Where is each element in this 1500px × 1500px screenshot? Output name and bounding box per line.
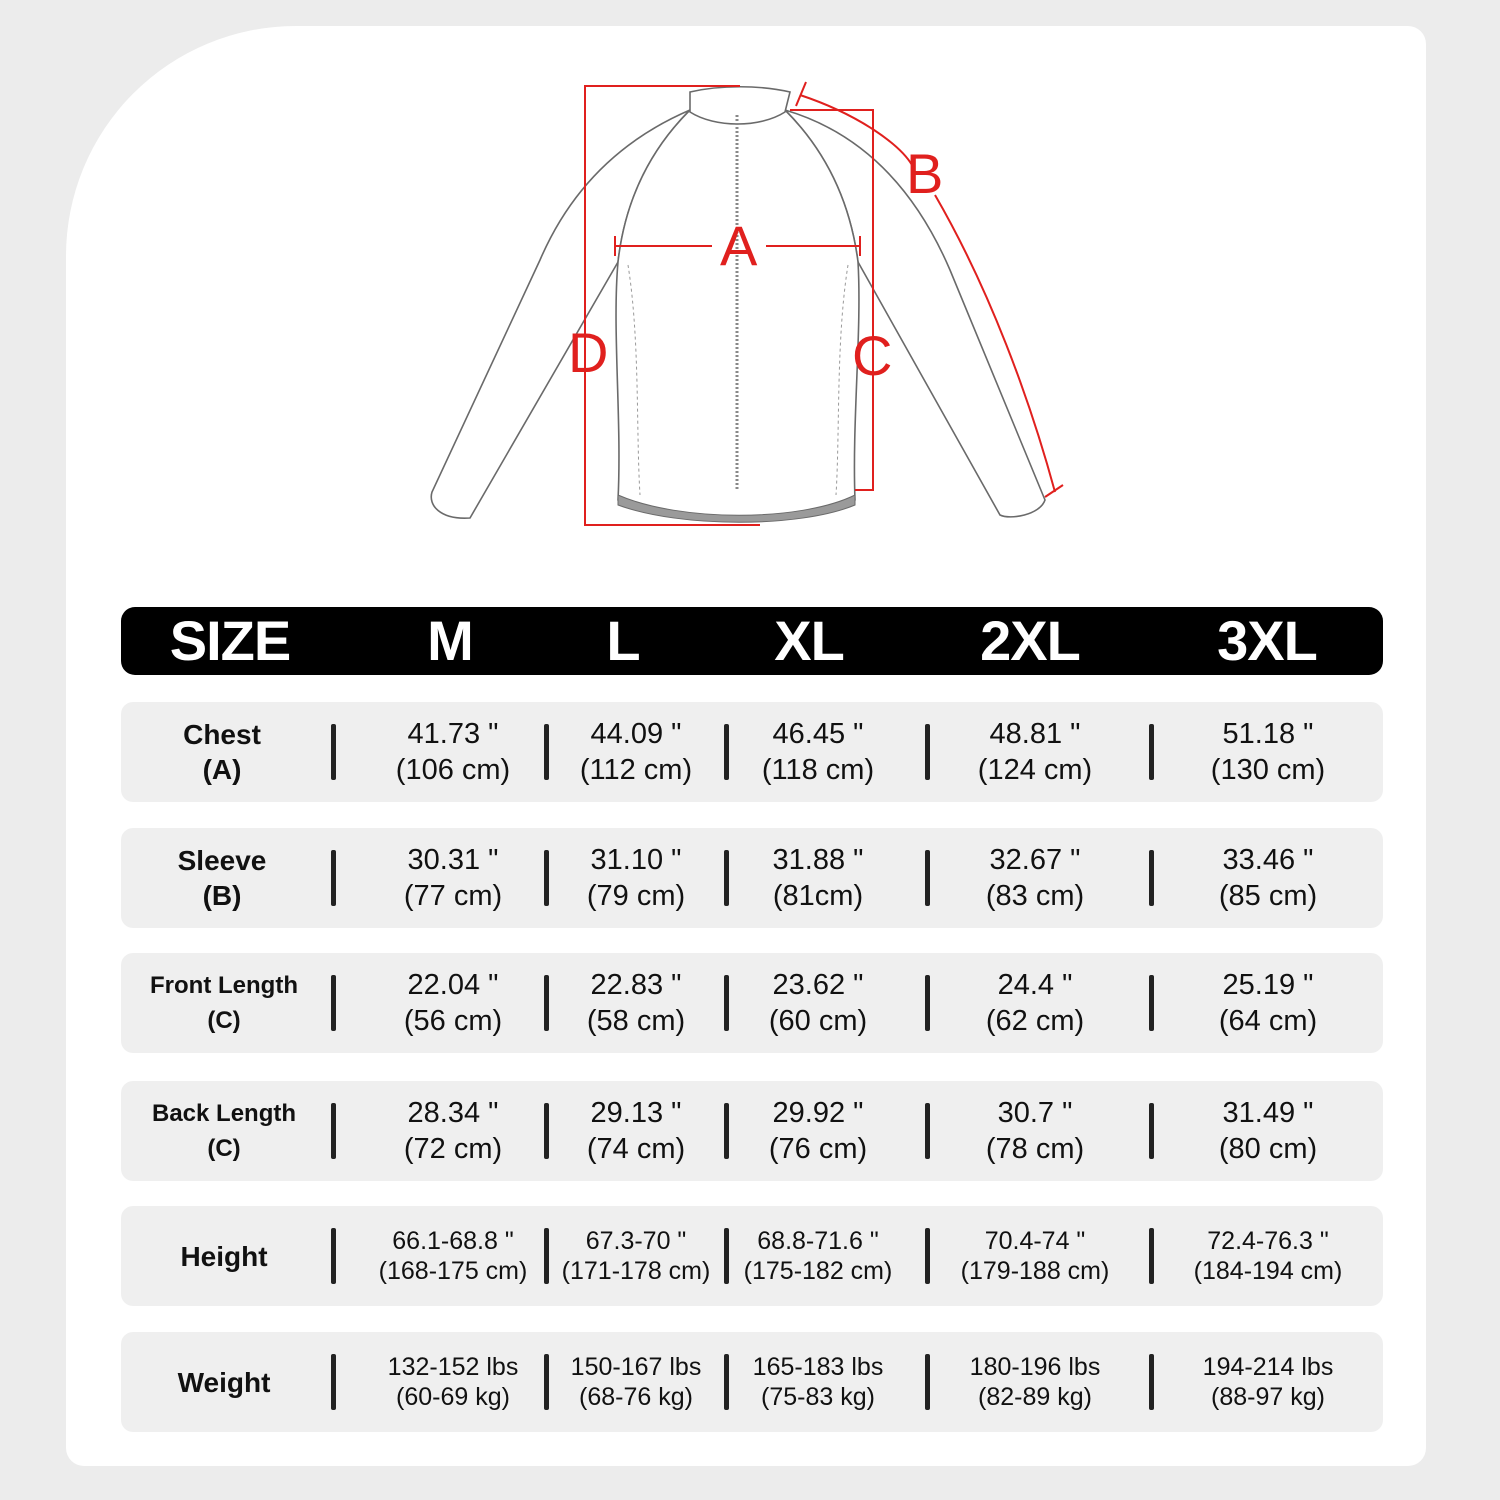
cell-value: (171-178 cm) — [561, 1257, 711, 1285]
cell-value: 67.3-70 " — [585, 1227, 687, 1255]
cell-value: 132-152 lbs — [387, 1353, 519, 1381]
cell-value: (62 cm) — [985, 1005, 1085, 1037]
cell-value: (75-83 kg) — [761, 1383, 875, 1411]
cell-value: 33.46 " — [1222, 844, 1314, 876]
table-cell — [708, 953, 928, 1053]
label-d: D — [568, 321, 609, 384]
row-label — [124, 1206, 324, 1306]
table-cell — [925, 1206, 1145, 1306]
cell-value: (175-182 cm) — [743, 1257, 893, 1285]
cell-value: (80 cm) — [1218, 1133, 1318, 1165]
cell-value: (124 cm) — [977, 754, 1093, 786]
table-cell — [1158, 1206, 1378, 1306]
jersey-diagram — [0, 0, 1500, 560]
cell-value: (60-69 kg) — [396, 1383, 510, 1411]
cell-value: 44.09 " — [590, 718, 682, 750]
cell-value: 72.4-76.3 " — [1207, 1227, 1329, 1255]
cell-value: 150-167 lbs — [570, 1353, 702, 1381]
cell-value: (64 cm) — [1218, 1005, 1318, 1037]
cell-value: (76 cm) — [768, 1133, 868, 1165]
header-3xl: 3XL — [1217, 609, 1317, 672]
row-label — [122, 702, 322, 802]
table-row — [121, 1081, 1383, 1181]
table-cell — [1158, 702, 1378, 802]
row-label-line: Back Length — [151, 1100, 297, 1127]
cell-value: 25.19 " — [1222, 969, 1314, 1001]
cell-value: 22.83 " — [590, 969, 682, 1001]
cell-value: (112 cm) — [579, 754, 693, 786]
cell-value: (85 cm) — [1218, 880, 1318, 912]
row-label — [124, 1081, 324, 1181]
cell-value: 24.4 " — [997, 969, 1073, 1001]
table-cell — [1158, 1081, 1378, 1181]
cell-value: 41.73 " — [407, 718, 499, 750]
cell-value: (60 cm) — [768, 1005, 868, 1037]
cell-value: 180-196 lbs — [969, 1353, 1101, 1381]
cell-value: 22.04 " — [407, 969, 499, 1001]
row-label-line: (C) — [207, 1007, 241, 1034]
row-label — [124, 953, 324, 1053]
row-label-line: Sleeve — [177, 845, 267, 876]
cell-value: (184-194 cm) — [1193, 1257, 1343, 1285]
row-label — [122, 828, 322, 928]
row-label-line: (C) — [207, 1135, 241, 1162]
cell-value: (56 cm) — [403, 1005, 503, 1037]
cell-value: (83 cm) — [985, 880, 1085, 912]
label-c: C — [852, 324, 893, 387]
cell-value: 70.4-74 " — [984, 1227, 1086, 1255]
row-label-line: Height — [180, 1240, 268, 1272]
cell-value: 31.88 " — [772, 844, 864, 876]
column-divider — [1149, 975, 1154, 1031]
cell-value: (130 cm) — [1210, 754, 1326, 786]
cell-value: 28.34 " — [407, 1097, 499, 1129]
cell-value: (79 cm) — [586, 880, 686, 912]
table-cell — [925, 702, 1145, 802]
cell-value: 31.49 " — [1222, 1097, 1314, 1129]
cell-value: 30.7 " — [997, 1097, 1073, 1129]
cell-value: (74 cm) — [586, 1133, 686, 1165]
table-row — [121, 1332, 1383, 1432]
column-divider — [1149, 1228, 1154, 1284]
row-label-line: Front Length — [150, 972, 298, 999]
cell-value: (82-89 kg) — [978, 1383, 1092, 1411]
cell-value: 165-183 lbs — [752, 1353, 884, 1381]
header-m: M — [427, 609, 473, 672]
table-cell — [925, 828, 1145, 928]
label-a: A — [720, 214, 758, 277]
cell-value: (168-175 cm) — [378, 1257, 528, 1285]
column-divider — [331, 975, 336, 1031]
table-cell — [708, 1081, 928, 1181]
table-row — [121, 1206, 1383, 1306]
column-divider — [331, 1103, 336, 1159]
cell-value: 194-214 lbs — [1202, 1353, 1334, 1381]
cell-value: (118 cm) — [761, 754, 875, 786]
row-label-line: Chest — [183, 719, 261, 750]
cell-value: 32.67 " — [989, 844, 1081, 876]
column-divider — [1149, 724, 1154, 780]
row-label — [124, 1332, 324, 1432]
column-divider — [331, 1354, 336, 1410]
table-cell — [925, 1081, 1145, 1181]
cell-value: (106 cm) — [395, 754, 511, 786]
table-row — [121, 953, 1383, 1053]
cell-value: 68.8-71.6 " — [757, 1227, 879, 1255]
column-divider — [1149, 850, 1154, 906]
label-b: B — [906, 142, 944, 205]
table-row — [121, 828, 1383, 928]
cell-value: (68-76 kg) — [579, 1383, 693, 1411]
cell-value: 66.1-68.8 " — [392, 1227, 514, 1255]
table-cell — [708, 828, 928, 928]
column-divider — [331, 724, 336, 780]
column-divider — [331, 850, 336, 906]
cell-value: (58 cm) — [586, 1005, 686, 1037]
header-2xl: 2XL — [980, 609, 1080, 672]
table-row — [121, 702, 1383, 802]
table-cell — [708, 1332, 928, 1432]
header-l: L — [606, 609, 640, 672]
table-cell — [1158, 953, 1378, 1053]
cell-value: (81cm) — [772, 880, 864, 912]
cell-value: (88-97 kg) — [1211, 1383, 1325, 1411]
column-divider — [1149, 1354, 1154, 1410]
cell-value: 46.45 " — [772, 718, 864, 750]
column-divider — [1149, 1103, 1154, 1159]
cell-value: 29.13 " — [590, 1097, 682, 1129]
cell-value: 23.62 " — [772, 969, 864, 1001]
cell-value: (77 cm) — [403, 880, 503, 912]
cell-value: (72 cm) — [403, 1133, 503, 1165]
cell-value: 31.10 " — [590, 844, 682, 876]
table-cell — [708, 1206, 928, 1306]
cell-value: (179-188 cm) — [960, 1257, 1110, 1285]
cell-value: (78 cm) — [985, 1133, 1085, 1165]
table-cell — [708, 702, 928, 802]
cell-value: 29.92 " — [772, 1097, 864, 1129]
table-cell — [1158, 828, 1378, 928]
table-cell — [925, 1332, 1145, 1432]
table-cell — [925, 953, 1145, 1053]
row-label-line: (B) — [202, 880, 242, 911]
table-cell — [1158, 1332, 1378, 1432]
column-divider — [331, 1228, 336, 1284]
header-size: SIZE — [169, 609, 291, 672]
row-label-line: Weight — [177, 1366, 271, 1398]
cell-value: 51.18 " — [1222, 718, 1314, 750]
header-xl: XL — [774, 609, 844, 672]
cell-value: 48.81 " — [989, 718, 1081, 750]
size-header-bar — [121, 607, 1383, 675]
row-label-line: (A) — [202, 754, 242, 785]
cell-value: 30.31 " — [407, 844, 499, 876]
